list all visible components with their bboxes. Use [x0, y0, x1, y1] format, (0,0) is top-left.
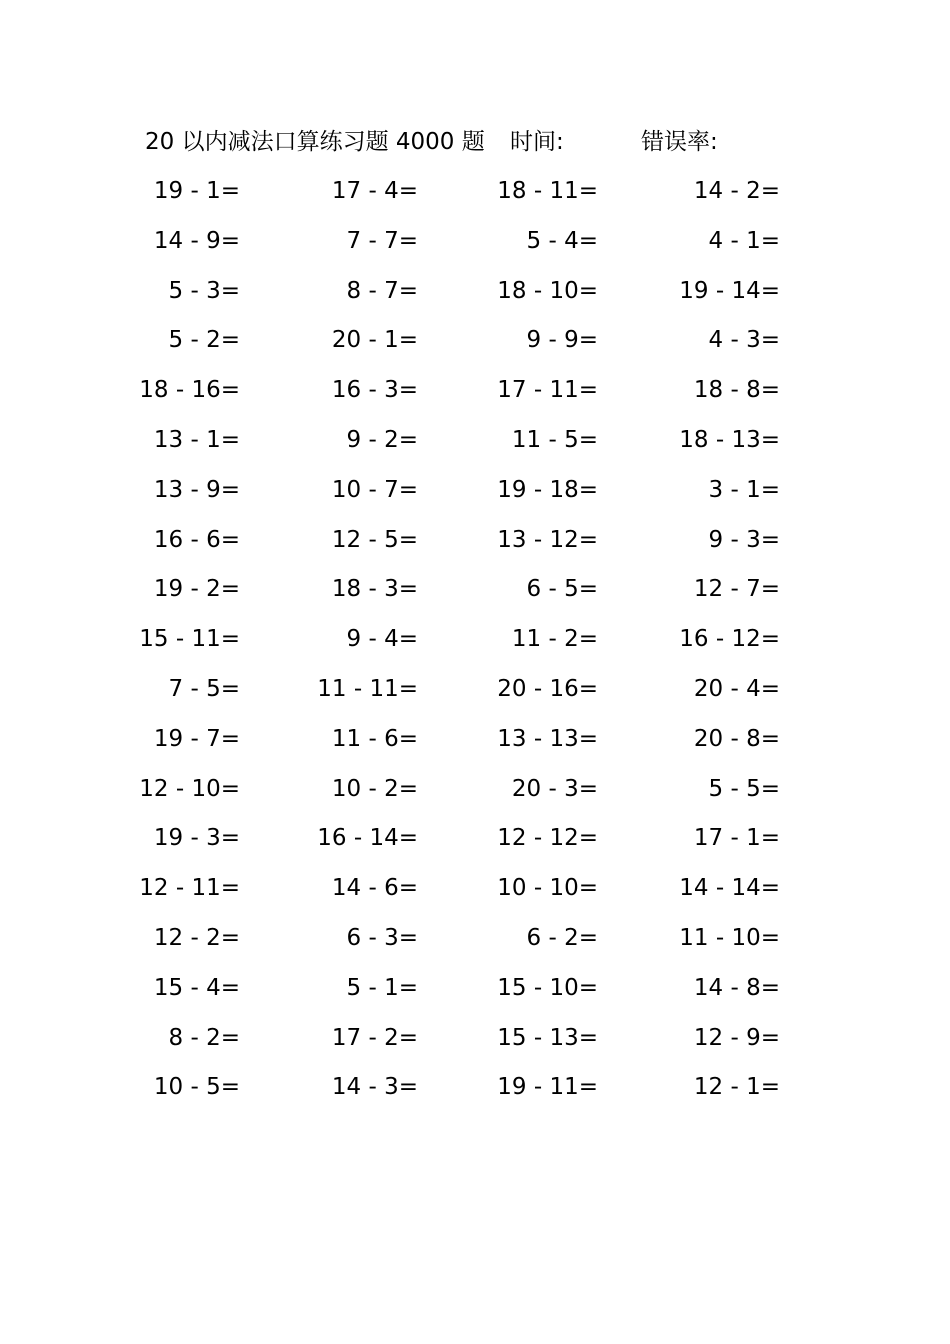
subtraction-problem: 20 - 16= [497, 675, 598, 702]
subtraction-problem: 11 - 10= [679, 924, 780, 951]
subtraction-problem: 11 - 2= [511, 626, 598, 653]
subtraction-problem: 9 - 2= [346, 426, 418, 453]
subtraction-problem: 9 - 3= [708, 526, 780, 553]
problem-row [0, 321, 950, 371]
subtraction-problem: 14 - 8= [693, 974, 780, 1001]
subtraction-problem: 18 - 16= [139, 377, 240, 404]
subtraction-problem: 19 - 14= [679, 277, 780, 304]
subtraction-problem: 6 - 5= [526, 576, 598, 603]
subtraction-problem: 8 - 7= [346, 277, 418, 304]
subtraction-problem: 17 - 4= [331, 178, 418, 204]
worksheet-header [145, 124, 845, 160]
subtraction-problem: 12 - 12= [497, 825, 598, 852]
worksheet-title: 20 以内减法口算练习题 4000 题 [145, 129, 485, 155]
problem-row [0, 969, 950, 1019]
problem-row [0, 570, 950, 620]
subtraction-problem: 19 - 3= [153, 825, 240, 852]
subtraction-problem: 7 - 7= [346, 227, 418, 254]
subtraction-problem: 5 - 2= [168, 327, 240, 354]
subtraction-problem: 12 - 10= [139, 775, 240, 802]
problem-row [0, 869, 950, 919]
subtraction-problem: 19 - 7= [153, 725, 240, 752]
subtraction-problem: 15 - 10= [497, 974, 598, 1001]
subtraction-problem: 3 - 1= [708, 476, 780, 503]
subtraction-problem: 12 - 11= [139, 875, 240, 902]
subtraction-problem: 10 - 2= [331, 775, 418, 802]
subtraction-problem: 19 - 2= [153, 576, 240, 603]
subtraction-problem: 11 - 11= [317, 675, 418, 702]
problem-row [0, 720, 950, 770]
subtraction-problem: 14 - 6= [331, 875, 418, 902]
subtraction-problem: 19 - 18= [497, 476, 598, 503]
subtraction-problem: 6 - 2= [526, 924, 598, 951]
problem-row [0, 919, 950, 969]
subtraction-problem: 12 - 2= [153, 924, 240, 951]
subtraction-problem: 17 - 1= [693, 825, 780, 852]
problem-row [0, 272, 950, 322]
subtraction-problem: 12 - 5= [331, 526, 418, 553]
subtraction-problem: 14 - 9= [153, 227, 240, 254]
subtraction-problem: 18 - 10= [497, 277, 598, 304]
subtraction-problem: 15 - 4= [153, 974, 240, 1001]
subtraction-problem: 15 - 13= [497, 1024, 598, 1051]
subtraction-problem: 16 - 12= [679, 626, 780, 653]
problem-row [0, 222, 950, 272]
subtraction-problem: 12 - 9= [693, 1024, 780, 1051]
subtraction-problem: 10 - 5= [153, 1074, 240, 1101]
subtraction-problem: 17 - 11= [497, 377, 598, 404]
time-label: 时间: [510, 129, 564, 155]
subtraction-problem: 20 - 8= [693, 725, 780, 752]
subtraction-problem: 16 - 6= [153, 526, 240, 553]
subtraction-problem: 14 - 2= [693, 178, 780, 204]
problem-row [0, 471, 950, 521]
subtraction-problem: 15 - 11= [139, 626, 240, 653]
problem-row [0, 670, 950, 720]
subtraction-problem: 9 - 4= [346, 626, 418, 653]
error-rate-label: 错误率: [641, 129, 718, 155]
problem-row [0, 770, 950, 820]
subtraction-problem: 19 - 1= [153, 178, 240, 204]
subtraction-problem: 7 - 5= [168, 675, 240, 702]
subtraction-problem: 8 - 2= [168, 1024, 240, 1051]
problem-row [0, 819, 950, 869]
subtraction-problem: 20 - 4= [693, 675, 780, 702]
problem-row [0, 172, 950, 222]
subtraction-problem: 17 - 2= [331, 1024, 418, 1051]
subtraction-problem: 20 - 1= [331, 327, 418, 354]
problem-grid [0, 172, 950, 1118]
subtraction-problem: 4 - 1= [708, 227, 780, 254]
subtraction-problem: 19 - 11= [497, 1074, 598, 1101]
subtraction-problem: 16 - 14= [317, 825, 418, 852]
subtraction-problem: 13 - 1= [153, 426, 240, 453]
subtraction-problem: 10 - 7= [331, 476, 418, 503]
subtraction-problem: 12 - 7= [693, 576, 780, 603]
subtraction-problem: 11 - 5= [511, 426, 598, 453]
subtraction-problem: 5 - 1= [346, 974, 418, 1001]
subtraction-problem: 5 - 5= [708, 775, 780, 802]
subtraction-problem: 6 - 3= [346, 924, 418, 951]
subtraction-problem: 5 - 4= [526, 227, 598, 254]
subtraction-problem: 12 - 1= [693, 1074, 780, 1101]
subtraction-problem: 18 - 11= [497, 178, 598, 204]
subtraction-problem: 14 - 14= [679, 875, 780, 902]
subtraction-problem: 13 - 12= [497, 526, 598, 553]
subtraction-problem: 16 - 3= [331, 377, 418, 404]
subtraction-problem: 10 - 10= [497, 875, 598, 902]
subtraction-problem: 18 - 13= [679, 426, 780, 453]
subtraction-problem: 20 - 3= [511, 775, 598, 802]
problem-row [0, 421, 950, 471]
problem-row [0, 371, 950, 421]
subtraction-problem: 18 - 3= [331, 576, 418, 603]
subtraction-problem: 5 - 3= [168, 277, 240, 304]
subtraction-problem: 11 - 6= [331, 725, 418, 752]
problem-row [0, 1019, 950, 1069]
subtraction-problem: 18 - 8= [693, 377, 780, 404]
problem-row [0, 521, 950, 571]
subtraction-problem: 14 - 3= [331, 1074, 418, 1101]
subtraction-problem: 13 - 9= [153, 476, 240, 503]
problem-row [0, 620, 950, 670]
problem-row [0, 1068, 950, 1118]
subtraction-problem: 13 - 13= [497, 725, 598, 752]
subtraction-problem: 4 - 3= [708, 327, 780, 354]
subtraction-problem: 9 - 9= [526, 327, 598, 354]
